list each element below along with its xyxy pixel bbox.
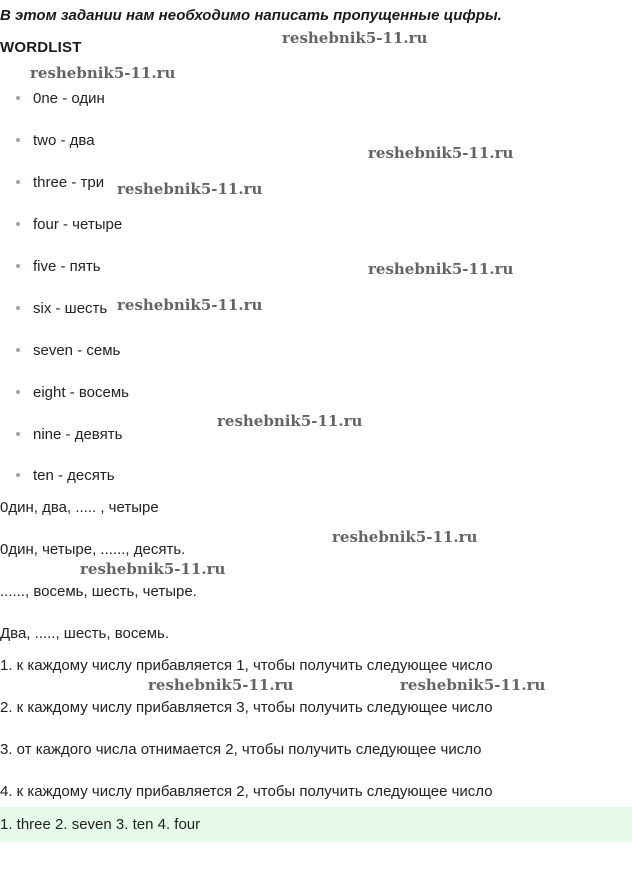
wordlist-heading: WORDLIST xyxy=(0,39,82,56)
list-item-text: two - два xyxy=(33,132,95,149)
watermark: reshebnik5-11.ru xyxy=(332,528,478,546)
bullet-icon xyxy=(16,390,20,394)
watermark: reshebnik5-11.ru xyxy=(30,64,176,82)
list-item xyxy=(16,132,95,149)
list-item xyxy=(16,90,105,107)
list-item-text: six - шесть xyxy=(33,300,108,317)
watermark: reshebnik5-11.ru xyxy=(148,676,294,694)
bullet-icon xyxy=(16,306,20,310)
bullet-icon xyxy=(16,138,20,142)
watermark: reshebnik5-11.ru xyxy=(368,144,514,162)
bullet-icon xyxy=(16,96,20,100)
rule-4: 4. к каждому числу прибавляется 2, чтобы получить следующее число xyxy=(0,783,493,800)
sequence-4: Два, ....., шесть, восемь. xyxy=(0,625,169,642)
list-item-text: seven - семь xyxy=(33,342,121,359)
bullet-icon xyxy=(16,348,20,352)
watermark: reshebnik5-11.ru xyxy=(217,412,363,430)
bullet-icon xyxy=(16,222,20,226)
list-item xyxy=(16,216,122,233)
watermark: reshebnik5-11.ru xyxy=(282,29,428,47)
sequence-1: 0дин, два, ..... , четыре xyxy=(0,499,159,516)
list-item xyxy=(16,300,107,317)
list-item xyxy=(16,258,101,275)
watermark: reshebnik5-11.ru xyxy=(400,676,546,694)
list-item-text: 0ne - один xyxy=(33,90,105,107)
list-item-text: nine - девять xyxy=(33,426,123,443)
bullet-icon xyxy=(16,264,20,268)
list-item xyxy=(16,467,115,484)
rule-2: 2. к каждому числу прибавляется 3, чтобы получить следующее число xyxy=(0,699,493,716)
answer-box: 1. three 2. seven 3. ten 4. four xyxy=(0,807,632,842)
list-item xyxy=(16,342,120,359)
watermark: reshebnik5-11.ru xyxy=(368,260,514,278)
list-item xyxy=(16,384,129,401)
list-item-text: three - три xyxy=(33,174,105,191)
watermark: reshebnik5-11.ru xyxy=(117,180,263,198)
rule-3: 3. от каждого числа отнимается 2, чтобы получить следующее число xyxy=(0,741,482,758)
list-item-text: five - пять xyxy=(33,258,101,275)
watermark: reshebnik5-11.ru xyxy=(117,296,263,314)
bullet-icon xyxy=(16,180,20,184)
task-intro: В этом задании нам необходимо написать пропущенные цифры. xyxy=(0,7,502,24)
sequence-3: ......, восемь, шесть, четыре. xyxy=(0,583,197,600)
list-item-text: eight - восемь xyxy=(33,384,129,401)
rule-1: 1. к каждому числу прибавляется 1, чтобы получить следующее число xyxy=(0,657,493,674)
watermark: reshebnik5-11.ru xyxy=(80,560,226,578)
bullet-icon xyxy=(16,432,20,436)
list-item xyxy=(16,426,122,443)
list-item xyxy=(16,174,104,191)
list-item-text: ten - десять xyxy=(33,467,115,484)
bullet-icon xyxy=(16,473,20,477)
list-item-text: four - четыре xyxy=(33,216,123,233)
sequence-2: 0дин, четыре, ......, десять. xyxy=(0,541,186,558)
